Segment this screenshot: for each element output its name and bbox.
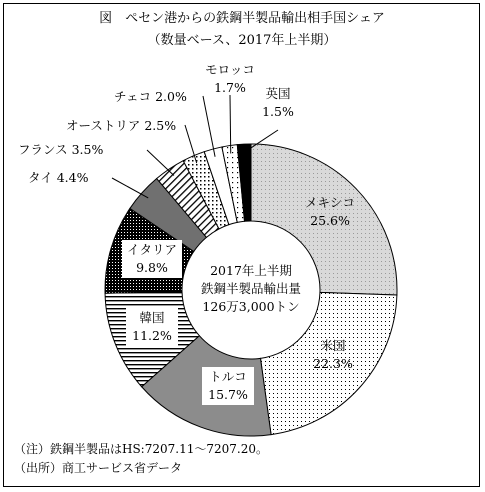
center-label-metric: 鉄鋼半製品輸出量 (200, 281, 302, 296)
slice-value-1: 22.3% (313, 356, 353, 371)
slice-label-7: オーストリア 2.5% (66, 118, 177, 133)
slice-label-0: メキシコ (305, 195, 355, 210)
slice-label-6: フランス 3.5% (18, 142, 104, 157)
slice-value-0: 25.6% (310, 213, 350, 228)
chart-title: 図 ペセン港からの鉄鋼半製品輸出相手国シェア (99, 11, 385, 26)
slice-label-4: イタリア (126, 242, 178, 257)
slice-label-8: チェコ 2.0% (114, 89, 187, 104)
slice-label-1: 米国 (320, 338, 346, 353)
footnote-hs-code: （注）鉄鋼半製品はHS:7207.11～7207.20。 (14, 442, 268, 456)
slice-value-9: 1.7% (214, 80, 246, 95)
center-label-total: 126万3,000トン (202, 299, 300, 314)
slice-label-3: 韓国 (139, 310, 165, 325)
slice-label-10: 英国 (265, 86, 291, 101)
slice-value-10: 1.5% (262, 104, 294, 119)
chart-subtitle: （数量ベース、2017年上半期） (147, 33, 337, 48)
slice-label-5: タイ 4.4% (28, 170, 89, 185)
footnote-source: （出所）商工サービス省データ (14, 461, 183, 475)
leader-line-8 (203, 96, 215, 157)
slice-label-2: トルコ (209, 369, 247, 384)
slice-value-3: 11.2% (132, 328, 172, 343)
slice-value-4: 9.8% (136, 260, 168, 275)
leader-line-5 (112, 178, 148, 198)
slice-value-2: 15.7% (208, 387, 248, 402)
center-label-period: 2017年上半期 (210, 263, 292, 278)
leader-line-6 (147, 150, 174, 176)
slice-label-9: モロッコ (205, 62, 255, 77)
leader-line-9 (230, 95, 231, 153)
